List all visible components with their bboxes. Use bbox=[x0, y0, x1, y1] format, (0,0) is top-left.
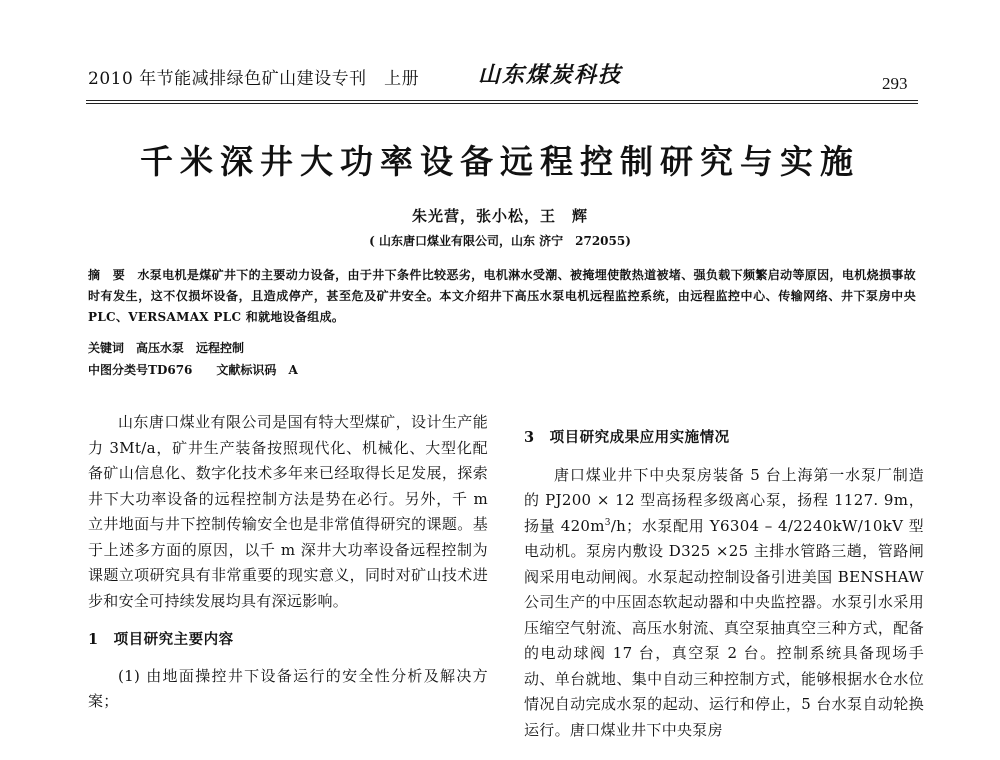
abstract-text: 水泵电机是煤矿井下的主要动力设备，由于井下条件比较恶劣，电机淋水受潮、被掩埋使散热道被堵、强负载下频繁启动等原因，电机烧损事故时有发生，这不仅损坏设备，且造成停产，甚至危及矿井安全。本文介绍井下高压水泵电机远程监控系统，由远程监控中心、传输网络、井下泵房中央 PLC、VERSAMAX PLC 和就地设备组成。 bbox=[88, 268, 916, 324]
intro-paragraph: 山东唐口煤业有限公司是国有特大型煤矿，设计生产能力 3Mt/a，矿井生产装备按照现代化、机械化、大型化配备矿山信息化、数字化技术多年来已经取得长足发展，探索井下大功率设备的远程控制方法是势在必行。另外，千 m 立井地面与井下控制传输安全也是非常值得研究的课题。基于上述多方面的原因，以千 m 深井大功率设备远程控制为课题立项研究具有非常重要的现实意义，同时对矿山技术进步和安全可持续发展均具有深远影响。 bbox=[88, 413, 488, 610]
superscript-cubed: 3 bbox=[604, 517, 611, 528]
section-3-text-a: 唐口煤业井下中央泵房装备 5 台上海第一水泵厂制造的 PJ200 × 12 型高扬程多级离心泵，扬程 1127. 9m，扬量 420m bbox=[524, 465, 924, 535]
journal-logo: 山东煤炭科技 bbox=[478, 62, 623, 88]
page-number: 293 bbox=[882, 74, 908, 93]
doc-code-value: A bbox=[288, 363, 298, 377]
class-label: 中图分类号 bbox=[88, 363, 149, 377]
header-rule bbox=[86, 100, 918, 104]
keywords bbox=[88, 339, 244, 356]
journal-issue: 2010 年节能减排绿色矿山建设专刊 上册 bbox=[88, 69, 420, 89]
class-value: TD676 bbox=[148, 363, 193, 377]
authors: 朱光营，张小松，王 辉 bbox=[411, 207, 588, 225]
section-3-paragraph bbox=[524, 463, 924, 744]
right-column bbox=[524, 425, 924, 743]
classification bbox=[88, 361, 298, 378]
section-1-heading: 1 项目研究主要内容 bbox=[88, 631, 234, 648]
item-1-paragraph: (1) 由地面操控井下设备运行的安全性分析及解决方案； bbox=[88, 666, 488, 710]
keywords-text: 高压水泵 远程控制 bbox=[136, 341, 245, 355]
left-column bbox=[88, 410, 488, 715]
abstract-label: 摘 要 bbox=[88, 268, 126, 282]
keywords-label: 关键词 bbox=[88, 341, 125, 355]
doc-code-label: 文献标识码 bbox=[216, 363, 277, 377]
paper-title: 千米深井大功率设备远程控制研究与实施 bbox=[140, 142, 860, 181]
section-3-heading: 3 项目研究成果应用实施情况 bbox=[524, 429, 730, 446]
abstract bbox=[88, 265, 916, 328]
section-3-text-b: /h；水泵配用 Y6304 – 4/2240kW/10kV 型电动机。泵房内敷设 D325 ×25 主排水管路三趟，管路闸阀采用电动闸阀。水泵起动控制设备引进美国 BENSHAW 公司生产的中压固态软起动器和中央监控器。水泵引水采用压缩空气射流、高压水射流、真空泵抽真空三种方式，配备的电动球阀 17 台，真空泵 2 台。控制系统具备现场手动、单台就地、集中自动三种控制方式，能够根据水仓水位情况自动完成水泵的起动、运行和停止，5 台水泵自动轮换运行。唐口煤业井下中央泵房 bbox=[524, 516, 924, 739]
affiliation: ( 山东唐口煤业有限公司，山东 济宁 272055) bbox=[369, 234, 631, 248]
